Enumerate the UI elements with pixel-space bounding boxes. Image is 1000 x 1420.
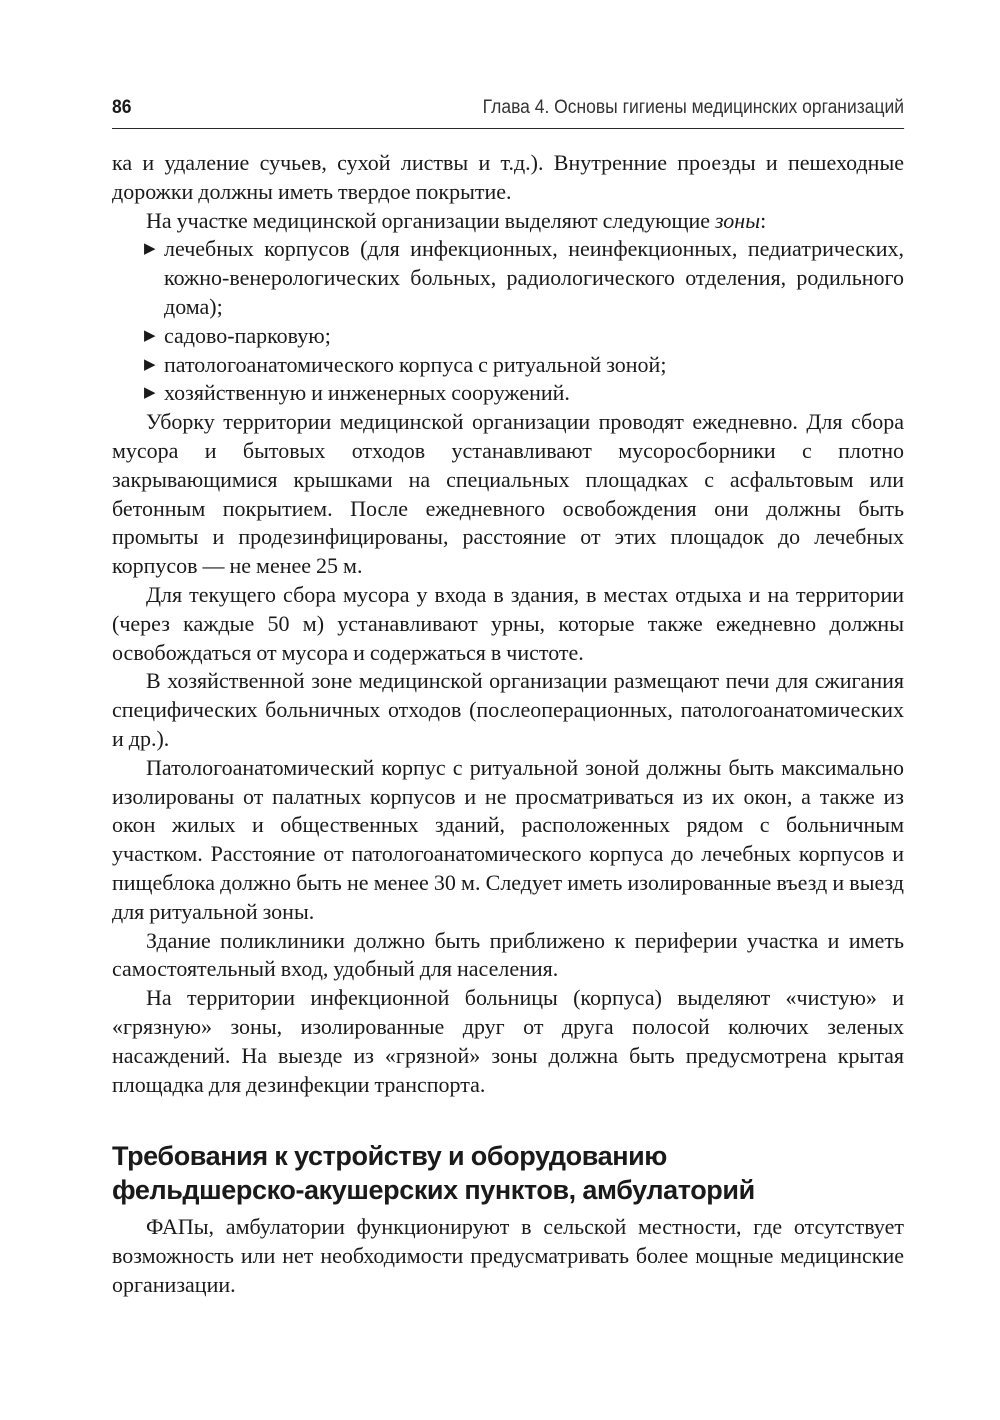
- section-heading-line-1: Требования к устройству и оборудованию: [112, 1141, 667, 1172]
- triangle-bullet-icon: ▶: [144, 385, 156, 402]
- list-item: [144, 379, 904, 408]
- paragraph-fap: ФАПы, амбулатории функционируют в сельской местности, где отсутствует возможность или нет необходимости предусматривать более мощные медицинские организации.: [112, 1214, 904, 1297]
- list-item: [144, 351, 904, 380]
- paragraph-continuation: ка и удаление сучьев, сухой листвы и т.д.). Внутренние проезды и пешеходные дорожки должны иметь твердое покрытие.: [112, 150, 904, 204]
- running-header: [112, 96, 904, 129]
- list-item-text: лечебных корпусов (для инфекционных, неинфекционных, педиатрических, кожно-венерологических больных, радиологического отделения, родильного дома);: [164, 236, 904, 319]
- paragraph-infectious: На территории инфекционной больницы (корпуса) выделяют «чистую» и «грязную» зоны, изолированные друг от друга полосой колючих зеленых насаждений. На выезде из «грязной» зоны должна быть предусмотрена крытая площадка для дезинфекции транспорта.: [112, 985, 904, 1097]
- list-item-text: садово-парковую;: [164, 322, 331, 348]
- section-heading-line-2: фельдшерско-акушерских пунктов, амбулаторий: [112, 1175, 755, 1206]
- chapter-title: Глава 4. Основы гигиены медицинских организаций: [482, 97, 905, 118]
- paragraph-cleaning: Уборку территории медицинской организации проводят ежедневно. Для сбора мусора и бытовых отходов устанавливают мусоросборники с плотно закрывающимися крышками на специальных площадках с асфальтовым или бетонным покрытием. После ежедневного освобождения они должны быть промыты и продезинфицированы, расстояние от этих площадок до лечебных корпусов — не менее 25 м.: [112, 409, 904, 579]
- paragraph-furnaces: В хозяйственной зоне медицинской организации размещают печи для сжигания специфических больничных отходов (послеоперационных, патологоанатомических и др.).: [112, 668, 904, 751]
- zones-term: зоны: [714, 207, 761, 233]
- zones-list: [112, 235, 904, 408]
- triangle-bullet-icon: ▶: [144, 327, 156, 344]
- triangle-bullet-icon: ▶: [144, 356, 156, 373]
- list-item-text: патологоанатомического корпуса с ритуальной зоной;: [164, 351, 667, 377]
- list-item: [144, 235, 904, 321]
- zones-intro-colon: :: [760, 207, 767, 233]
- book-page: [112, 96, 904, 1300]
- paragraph-pathology: Патологоанатомический корпус с ритуальной зоной должны быть максимально изолированы от палатных корпусов и не просматриваться из их окон, а также из окон жилых и общественных зданий, расположенных рядом с больничным участком. Расстояние от патологоанатомического корпуса до лечебных корпусов и пищеблока должно быть не менее 30 м. Следует иметь изолированные въезд и выезд для ритуальной зоны.: [112, 754, 904, 924]
- zones-intro-paragraph: [112, 207, 904, 236]
- zones-intro-text: На участке медицинской организации выделяют следующие: [146, 207, 715, 233]
- page-number: 86: [112, 97, 132, 118]
- list-item-text: хозяйственную и инженерных сооружений.: [164, 380, 570, 406]
- paragraph-bins: Для текущего сбора мусора у входа в здания, в местах отдыха и на территории (через каждые 50 м) устанавливают урны, которые также ежедневно должны освобождаться от мусора и содержаться в чистоте.: [112, 581, 904, 665]
- section-heading: [112, 1139, 904, 1207]
- list-item: [144, 322, 904, 351]
- triangle-bullet-icon: ▶: [144, 241, 156, 258]
- paragraph-polyclinic: Здание поликлиники должно быть приближено к периферии участка и иметь самостоятельный вход, удобный для населения.: [112, 927, 904, 982]
- body-text: [112, 149, 904, 1300]
